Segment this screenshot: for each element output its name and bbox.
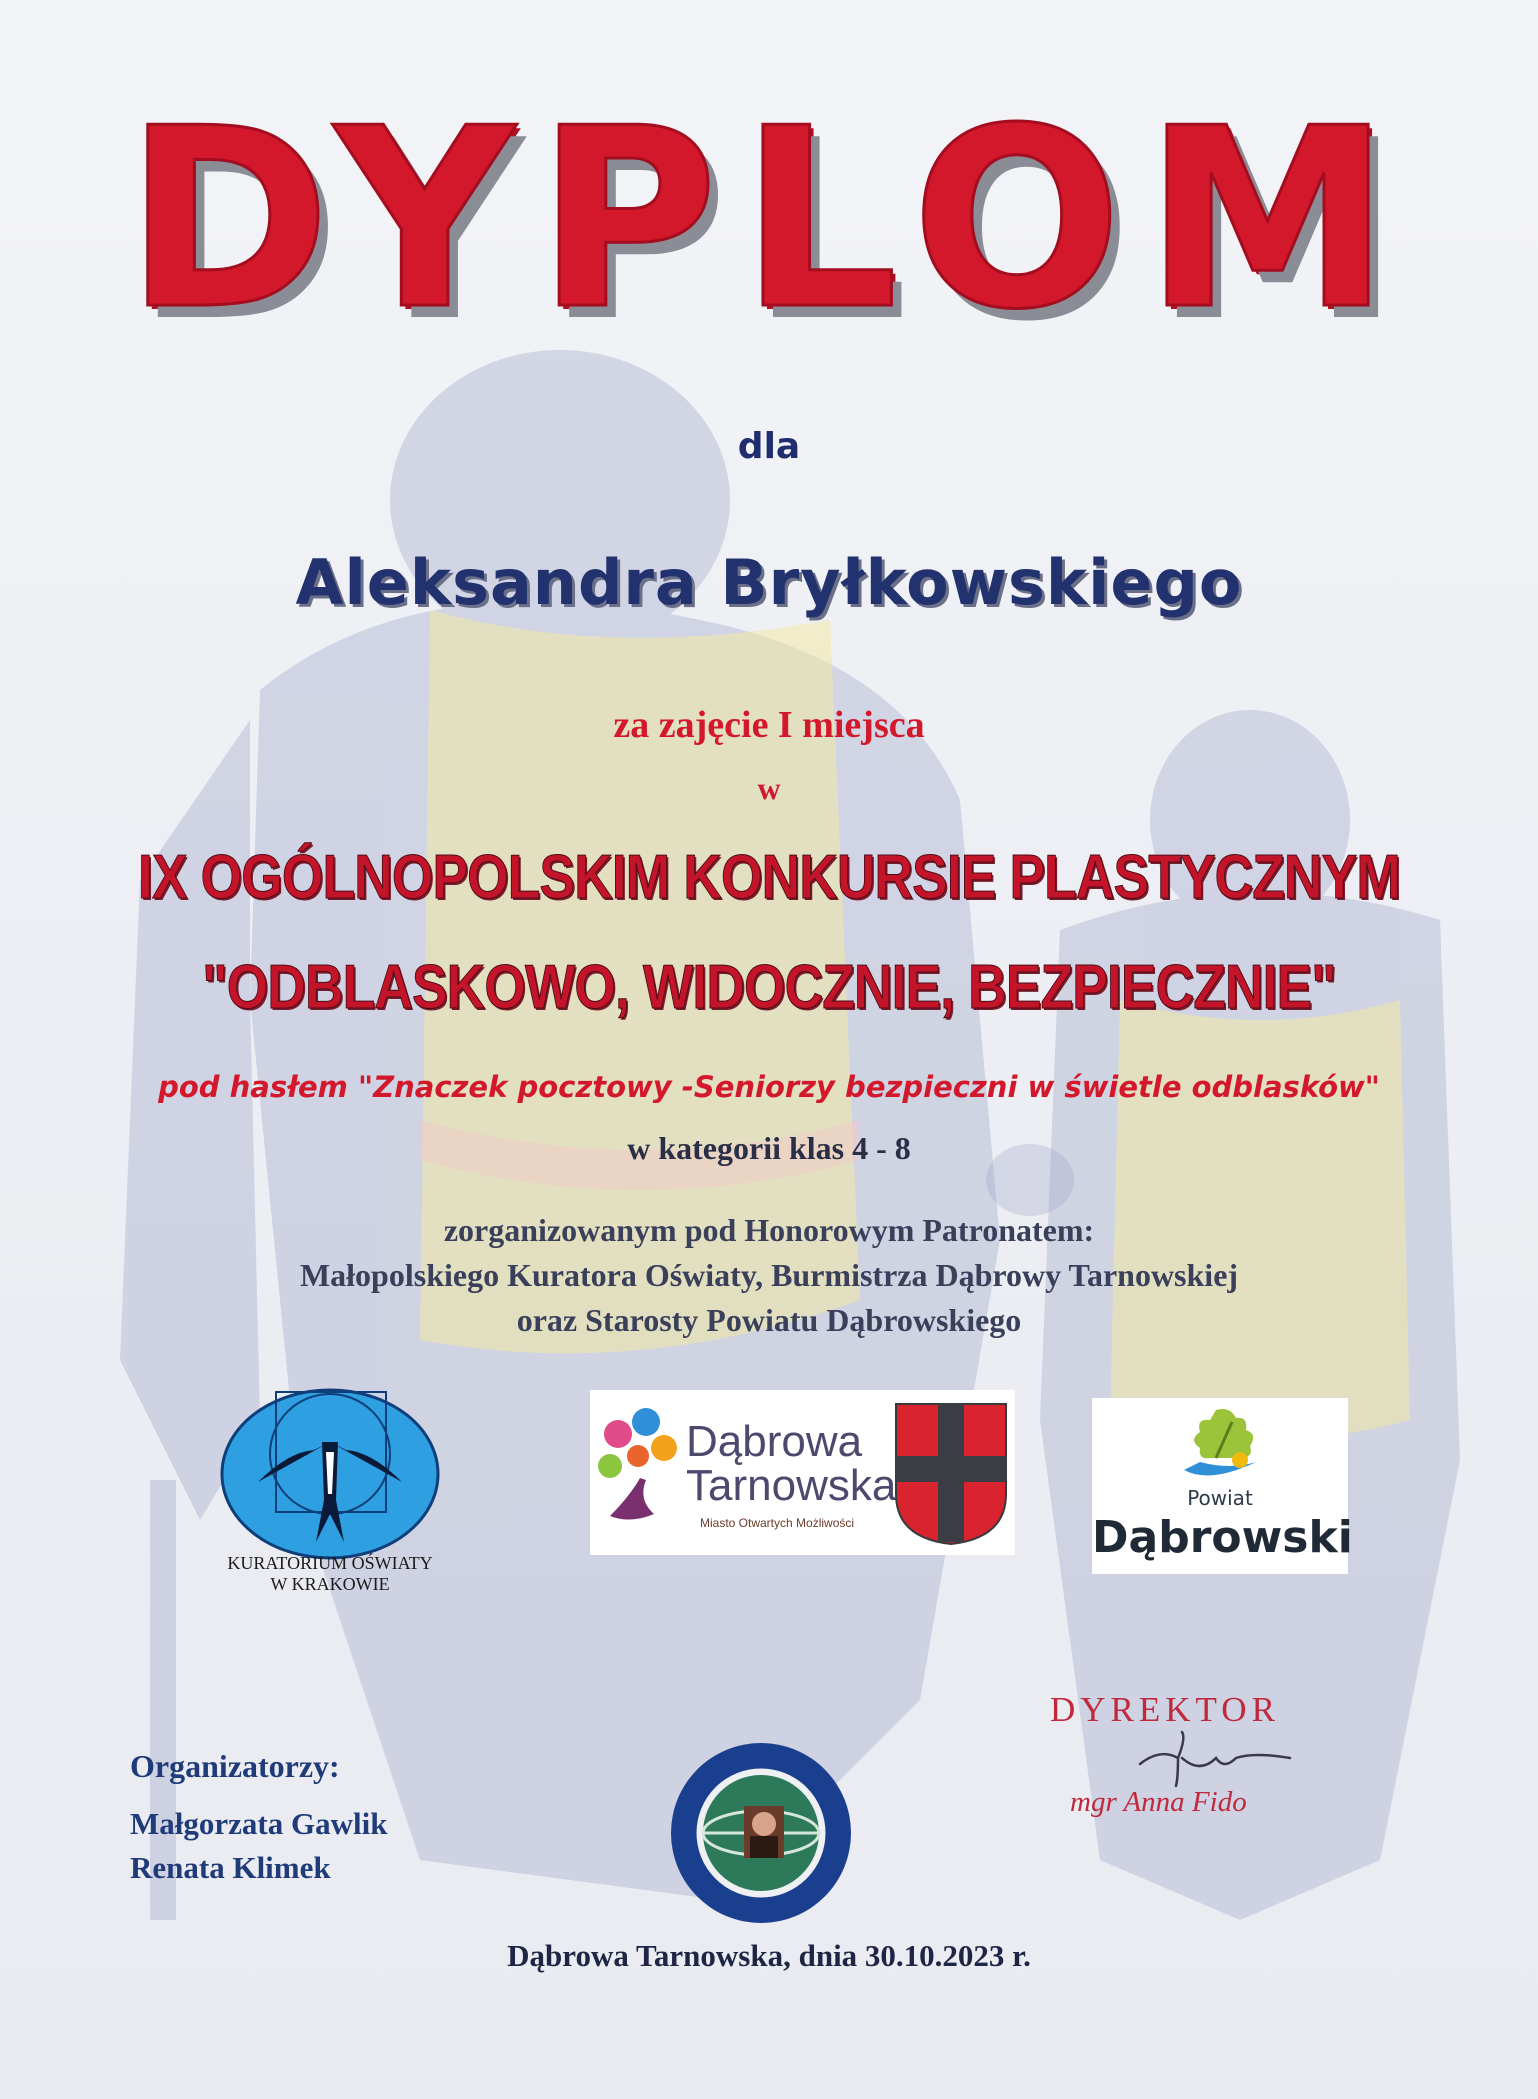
patronage-names-cont: oraz Starosty Powiatu Dąbrowskiego <box>516 1302 1022 1338</box>
swallow-in-oval-icon <box>218 1382 442 1562</box>
preposition-text: w <box>757 770 781 806</box>
kuratorium-logo <box>218 1378 442 1608</box>
kuratorium-caption-line2: W KRAKOWIE <box>270 1574 390 1595</box>
patronage-heading: zorganizowanym pod Honorowym Patronatem: <box>443 1212 1095 1248</box>
oak-leaf-icon <box>1170 1400 1270 1484</box>
patronage-names: Małopolskiego Kuratora Oświaty, Burmistrza Dąbrowy Tarnowskiej <box>299 1257 1239 1293</box>
organizer-name: Renata Klimek <box>130 1850 331 1885</box>
organizers-label: Organizatorzy: <box>130 1748 340 1784</box>
dabrowa-logo-subtitle: Miasto Otwartych Możliwości <box>700 1516 855 1530</box>
dabrowa-tarnowska-logo <box>590 1390 1015 1555</box>
recipient-name: Aleksandra Bryłkowskiego <box>295 546 1243 619</box>
powiat-logo-big: Dąbrowski <box>1092 1512 1353 1563</box>
organizer-name: Małgorzata Gawlik <box>130 1806 388 1841</box>
contest-motto: pod hasłem "Znaczek pocztowy -Seniorzy bezpieczni w świetle odblasków" <box>158 1070 1380 1104</box>
copernicus-globe-seal-icon <box>668 1740 854 1926</box>
dabrowa-logo-line2: Tarnowska <box>686 1461 897 1510</box>
place-and-date: Dąbrowa Tarnowska, dnia 30.10.2023 r. <box>507 1938 1031 1973</box>
for-label: dla <box>737 426 801 467</box>
director-title: DYREKTOR <box>1050 1690 1280 1729</box>
powiat-logo-small: Powiat <box>1187 1486 1253 1510</box>
red-shield-cross-icon <box>890 1398 1012 1548</box>
contest-name-line2: "ODBLASKOWO, WIDOCZNIE, BEZPIECZNIE" <box>202 953 1336 1022</box>
diploma-title: DYPLOM <box>125 76 1413 364</box>
powiat-dabrowski-logo <box>1092 1398 1353 1574</box>
tree-hand-icon <box>590 1396 686 1546</box>
category-text: w kategorii klas 4 - 8 <box>627 1130 911 1166</box>
award-text: za zajęcie I miejsca <box>613 704 925 746</box>
kuratorium-caption-line1: KURATORIUM OŚWIATY <box>227 1553 433 1573</box>
director-name: mgr Anna Fido <box>1070 1786 1247 1818</box>
dabrowa-logo-line1: Dąbrowa <box>686 1417 863 1466</box>
contest-name-line1: IX OGÓLNOPOLSKIM KONKURSIE PLASTYCZNYM <box>138 843 1400 912</box>
signature-icon <box>1120 1728 1300 1788</box>
